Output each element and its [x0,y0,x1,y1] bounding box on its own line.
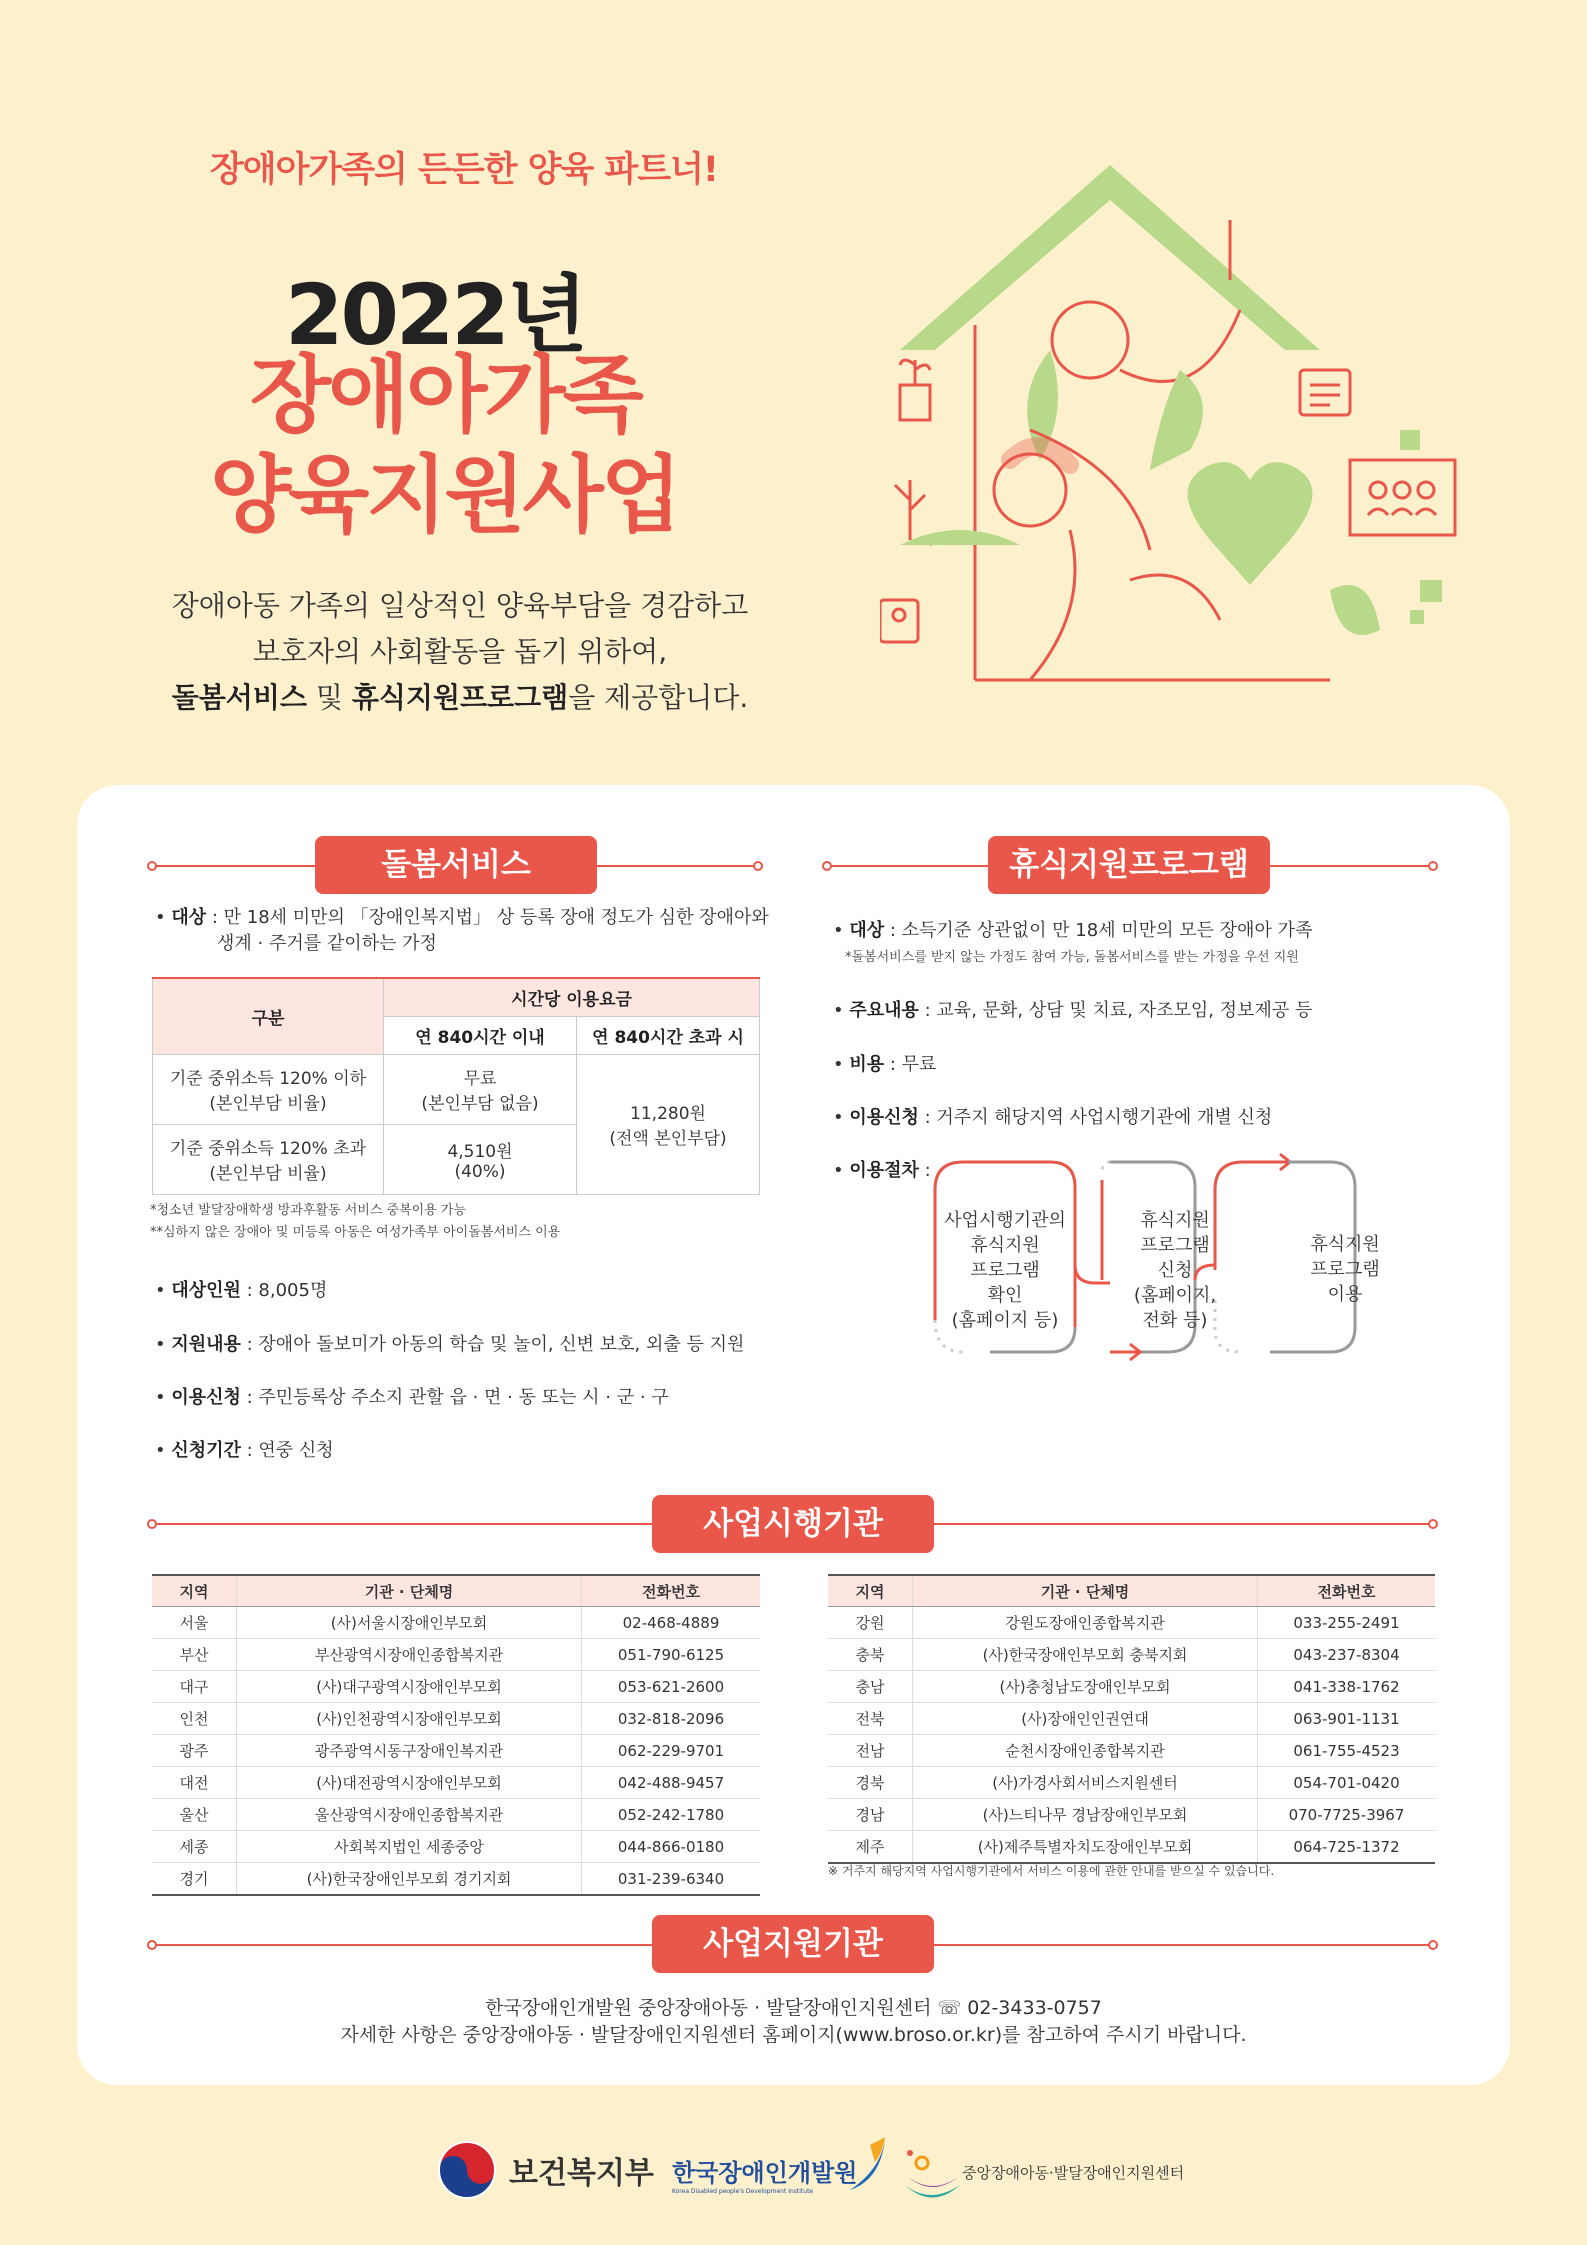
agency-left-h-phone: 전화번호 [582,1575,761,1607]
agency-region: 충북 [828,1639,913,1671]
agency-org: (사)인천광역시장애인부모회 [237,1703,582,1735]
agency-region: 경기 [152,1863,237,1896]
intro-end: 을 제공합니다. [568,681,749,714]
flow-step2 [1105,1208,1245,1333]
care-note2: **심하지 않은 장애아 및 미등록 아동은 여성가족부 아이돌봄서비스 이용 [150,1225,561,1240]
agency-org: 울산광역시장애인종합복지관 [237,1799,582,1831]
agency-region: 인천 [152,1703,237,1735]
rest-target-label: 대상 [849,920,885,941]
intro-line3 [160,675,760,721]
agency-phone: 041-338-1762 [1258,1671,1436,1703]
rest-target: • 대상 : 소득기준 상관없이 만 18세 미만의 모든 장애아 가족 [833,920,1313,941]
agency-org: 강원도장애인종합복지관 [913,1607,1258,1639]
fee-over-value [577,1054,760,1194]
care-count: • 대상인원 : 8,005명 [155,1280,328,1301]
fee-row1-value-a: 무료 [463,1069,497,1089]
agency-org: (사)느티나무 경남장애인부모회 [913,1799,1258,1831]
table-row [828,1607,1435,1639]
agency-org: (사)충청남도장애인부모회 [913,1671,1258,1703]
fee-over-value-a: 11,280원 [630,1104,706,1124]
care-heading: 돌봄서비스 [315,836,597,894]
flow-step1-l1: 사업시행기관의 [944,1210,1066,1231]
rest-cost-label: 비용 [849,1054,885,1075]
intro-and: 및 [306,681,352,714]
agency-org: 순천시장애인종합복지관 [913,1735,1258,1767]
center-logo [900,2145,1184,2200]
flow-step2-l4: (홈페이지, [1133,1285,1217,1306]
table-row [152,1607,760,1639]
care-target-text1: : 만 18세 미만의 「장애인복지법」 상 등록 장애 정도가 심한 장애아와 [206,907,769,928]
agency-org: 광주광역시동구장애인복지관 [237,1735,582,1767]
support-line2: 자세한 사항은 중앙장애아동 · 발달장애인지원센터 홈페이지(www.broso.or.kr)를 참고하여 주시기 바랍니다. [340,2024,1247,2046]
table-row [152,1767,760,1799]
fee-row2-value-a: 4,510원 [447,1141,513,1162]
agency-region: 부산 [152,1639,237,1671]
fee-row2-label2: (본인부담 비율) [209,1164,327,1184]
agency-org: (사)장애인인권연대 [913,1703,1258,1735]
agency-note: ※ 거주지 해당지역 사업시행기관에서 서비스 이용에 관한 안내를 받으실 수 있습니다. [828,1864,1275,1878]
agency-right-h-phone: 전화번호 [1258,1575,1436,1607]
agency-phone: 042-488-9457 [582,1767,761,1799]
agency-region: 제주 [828,1831,913,1864]
agency-table-right [828,1574,1435,1864]
fee-row1-label2: (본인부담 비율) [209,1094,327,1114]
rest-target-note: *돌봄서비스를 받지 않는 가정도 참여 가능, 돌봄서비스를 받는 가정을 우선 지원 [845,950,1299,965]
care-period-label: 신청기간 [171,1440,241,1461]
intro-text [160,583,760,721]
fee-row1-label1: 기준 중위소득 120% 이하 [169,1069,367,1089]
fee-over-value-b: (전액 본인부담) [609,1129,727,1149]
rest-target-text: : 소득기준 상관없이 만 18세 미만의 모든 장애아 가족 [884,920,1313,941]
fee-h-fee: 시간당 이용요금 [384,978,760,1016]
rest-content-text: : 교육, 문화, 상담 및 치료, 자조모임, 정보제공 등 [918,1000,1313,1021]
support-line1: 한국장애인개발원 중앙장애아동 · 발달장애인지원센터 ☏ 02-3433-0757 [485,1997,1102,2019]
agency-org: 사회복지법인 세종중앙 [237,1831,582,1863]
agency-phone: 052-242-1780 [582,1799,761,1831]
table-row [828,1639,1435,1671]
table-row [152,1799,760,1831]
agency-phone: 051-790-6125 [582,1639,761,1671]
fee-row2-value [384,1124,577,1194]
taegeuk-icon [437,2140,497,2200]
agency-org: (사)제주특별자치도장애인부모회 [913,1831,1258,1864]
agency-phone: 062-229-9701 [582,1735,761,1767]
care-content-label: 지원내용 [171,1334,241,1355]
kodda-name-en: Korea Disabled people's Development Institute [672,2188,814,2195]
agency-phone: 044-866-0180 [582,1831,761,1863]
care-target-text2: 생계 · 주거를 같이하는 가정 [217,933,437,954]
agency-right-h-org: 기관 · 단체명 [913,1575,1258,1607]
center-logo-icon [900,2145,960,2200]
care-period-text: : 연중 신청 [240,1440,334,1461]
table-row [828,1671,1435,1703]
care-count-text: : 8,005명 [240,1280,328,1301]
care-target-label: 대상 [171,907,207,928]
rest-content-label: 주요내용 [849,1000,919,1021]
agency-region: 경북 [828,1767,913,1799]
agency-region: 전남 [828,1735,913,1767]
agency-left-h-org: 기관 · 단체명 [237,1575,582,1607]
agency-phone: 053-621-2600 [582,1671,761,1703]
agency-right-h-region: 지역 [828,1575,913,1607]
agency-region: 서울 [152,1607,237,1639]
agency-org: (사)한국장애인부모회 경기지회 [237,1863,582,1896]
agency-phone: 054-701-0420 [1258,1767,1436,1799]
flow-step1-l5: (홈페이지 등) [951,1310,1059,1331]
flow-step3 [1275,1232,1415,1307]
support-heading: 사업지원기관 [652,1915,934,1973]
rest-content: • 주요내용 : 교육, 문화, 상담 및 치료, 자조모임, 정보제공 등 [833,1000,1313,1021]
intro-rest: 휴식지원프로그램 [351,681,569,714]
rest-cost: • 비용 : 무료 [833,1054,937,1075]
rest-apply-text: : 거주지 해당지역 사업시행기관에 개별 신청 [918,1107,1273,1128]
agency-heading: 사업시행기관 [652,1495,934,1553]
intro-line2: 보호자의 사회활동을 돕기 위하여, [252,635,668,668]
agency-region: 강원 [828,1607,913,1639]
agency-phone: 02-468-4889 [582,1607,761,1639]
agency-region: 경남 [828,1799,913,1831]
table-row [828,1735,1435,1767]
flow-step1-l4: 확인 [987,1285,1023,1306]
flow-step3-l3: 이용 [1327,1284,1363,1305]
agency-region: 충남 [828,1671,913,1703]
agency-org: (사)서울시장애인부모회 [237,1607,582,1639]
agency-phone: 043-237-8304 [1258,1639,1436,1671]
care-count-label: 대상인원 [171,1280,241,1301]
flow-step1-l3: 프로그램 [970,1260,1040,1281]
kodda-swoosh-icon [840,2135,890,2195]
care-notes [150,1200,560,1244]
table-row [828,1703,1435,1735]
rest-process: • 이용절차 : [833,1160,931,1181]
agency-org: (사)대전광역시장애인부모회 [237,1767,582,1799]
agency-region: 울산 [152,1799,237,1831]
agency-phone: 063-901-1131 [1258,1703,1436,1735]
agency-org: 부산광역시장애인종합복지관 [237,1639,582,1671]
tagline: 장애아가족의 든든한 양육 파트너! [210,150,718,190]
title-main [210,345,679,545]
table-row [828,1799,1435,1831]
care-target: • 대상 : 만 18세 미만의 「장애인복지법」 상 등록 장애 정도가 심한 장애아와 생계 · 주거를 같이하는 가정 [155,907,769,954]
agency-org: (사)대구광역시장애인부모회 [237,1671,582,1703]
mohw-name: 보건복지부 [509,2156,654,2191]
rest-apply-label: 이용신청 [849,1107,919,1128]
care-apply-label: 이용신청 [171,1387,241,1408]
rest-process-label: 이용절차 [849,1160,919,1181]
care-apply: • 이용신청 : 주민등록상 주소지 관할 읍 · 면 · 동 또는 시 · 군 · 구 [155,1387,669,1408]
agency-region: 대전 [152,1767,237,1799]
family-house-illustration [880,160,1460,700]
kodda-logo [672,2135,882,2195]
kodda-name: 한국장애인개발원 [672,2159,858,2187]
rest-heading: 휴식지원프로그램 [988,836,1270,894]
flow-step3-l1: 휴식지원 [1310,1234,1380,1255]
table-row [152,1639,760,1671]
care-period: • 신청기간 : 연중 신청 [155,1440,334,1461]
table-row [152,1671,760,1703]
mohw-logo [437,2140,654,2200]
flow-step2-l2: 프로그램 [1140,1235,1210,1256]
table-row [828,1767,1435,1799]
center-name: 중앙장애아동·발달장애인지원센터 [962,2164,1185,2182]
table-row [152,1703,760,1735]
fee-row1-value-b: (본인부담 없음) [421,1094,539,1114]
fee-row2-label1: 기준 중위소득 120% 초과 [169,1139,367,1159]
flow-step2-l5: 전화 등) [1142,1310,1208,1331]
care-fee-table [152,977,760,1195]
title-line3: 양육지원사업 [210,446,679,544]
title-year: 2022년 [285,266,585,364]
agency-region: 전북 [828,1703,913,1735]
agency-org: (사)한국장애인부모회 충북지회 [913,1639,1258,1671]
care-apply-text: : 주민등록상 주소지 관할 읍 · 면 · 동 또는 시 · 군 · 구 [240,1387,669,1408]
table-row [152,1735,760,1767]
fee-h-category: 구분 [153,978,384,1054]
agency-left-h-region: 지역 [152,1575,237,1607]
fee-h-sub1: 연 840시간 이내 [384,1016,577,1054]
agency-phone: 070-7725-3967 [1258,1799,1436,1831]
table-row [152,1831,760,1863]
flow-step1-l2: 휴식지원 [970,1235,1040,1256]
flow-step2-l1: 휴식지원 [1140,1210,1210,1231]
agency-region: 세종 [152,1831,237,1863]
agency-phone: 033-255-2491 [1258,1607,1436,1639]
fee-h-sub2: 연 840시간 초과 시 [577,1016,760,1054]
agency-phone: 031-239-6340 [582,1863,761,1896]
rest-cost-text: : 무료 [884,1054,937,1075]
care-content-text: : 장애아 돌보미가 아동의 학습 및 놀이, 신변 보호, 외출 등 지원 [240,1334,745,1355]
title-line2: 장애아가족 [250,346,641,444]
care-note1: *청소년 발달장애학생 방과후활동 서비스 중복이용 가능 [150,1203,466,1218]
intro-line1: 장애아동 가족의 일상적인 양육부담을 경감하고 [171,589,749,622]
fee-row1-label [153,1054,384,1124]
agency-region: 대구 [152,1671,237,1703]
intro-care: 돌봄서비스 [171,681,307,714]
agency-org: (사)가경사회서비스지원센터 [913,1767,1258,1799]
fee-row2-label [153,1124,384,1194]
rest-apply: • 이용신청 : 거주지 해당지역 사업시행기관에 개별 신청 [833,1107,1273,1128]
agency-table-left [152,1574,760,1896]
flow-step2-l3: 신청 [1157,1260,1193,1281]
agency-phone: 064-725-1372 [1258,1831,1436,1864]
flow-step1 [935,1208,1075,1333]
flow-step3-l2: 프로그램 [1310,1259,1380,1280]
table-row [828,1831,1435,1864]
fee-row2-value-b: (40%) [454,1161,506,1182]
table-row [152,1863,760,1896]
agency-region: 광주 [152,1735,237,1767]
agency-phone: 032-818-2096 [582,1703,761,1735]
fee-row1-value [384,1054,577,1124]
rest-process-colon: : [918,1160,931,1181]
agency-phone: 061-755-4523 [1258,1735,1436,1767]
care-content: • 지원내용 : 장애아 돌보미가 아동의 학습 및 놀이, 신변 보호, 외출 등 지원 [155,1334,745,1355]
